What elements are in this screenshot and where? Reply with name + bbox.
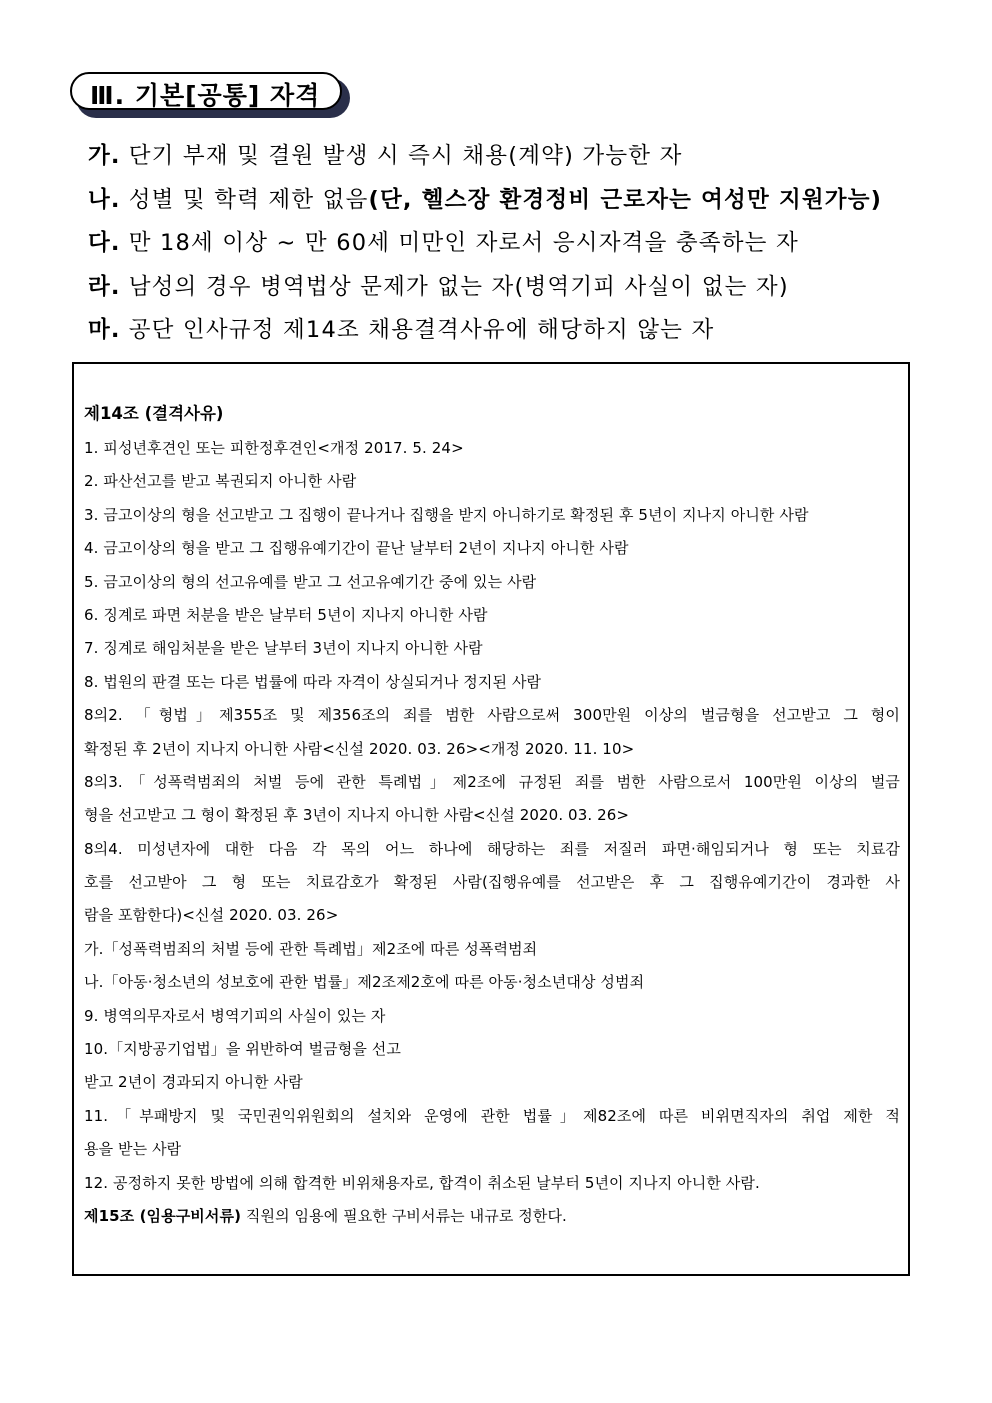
criteria-item bbox=[88, 138, 948, 182]
regulation-line: 람을 포함한다)<신설 2020. 03. 26> bbox=[84, 906, 339, 925]
criteria-item bbox=[88, 312, 948, 356]
regulation-footer bbox=[84, 1200, 900, 1233]
criteria-item bbox=[88, 225, 948, 269]
regulation-line: 12. 공정하지 못한 방법에 의해 합격한 비위채용자로, 합격이 취소된 날부터 5년이 지나지 아니한 사람. bbox=[84, 1173, 760, 1192]
regulation-line: 나.「아동·청소년의 성보호에 관한 법률」제2조제2호에 따른 아동·청소년대상 성범죄 bbox=[84, 973, 645, 992]
criteria-text: 만 18세 이상 ~ 만 60세 미만인 자로서 응시자격을 충족하는 자 bbox=[128, 230, 799, 257]
regulation-line: 8의4. 미성년자에 대한 다음 각 목의 어느 하나에 해당하는 죄를 저질러 파면·해임되거나 형 또는 치료감 bbox=[84, 839, 900, 858]
criteria-list bbox=[88, 138, 948, 356]
regulation-line: 1. 피성년후견인 또는 피한정후견인<개정 2017. 5. 24> bbox=[84, 439, 464, 457]
regulation-line: 형을 선고받고 그 형이 확정된 후 3년이 지나지 아니한 사람<신설 2020. 03. 26> bbox=[84, 806, 630, 825]
regulation-line: 확정된 후 2년이 지나지 아니한 사람<신설 2020. 03. 26><개정 2020. 11. 10> bbox=[84, 739, 635, 758]
criteria-marker: 나. bbox=[88, 186, 121, 213]
section-header bbox=[70, 72, 352, 120]
regulation-line: 3. 금고이상의 형을 선고받고 그 집행이 끝나거나 집행을 받지 아니하기로 확정된 후 5년이 지나지 아니한 사람 bbox=[84, 505, 809, 524]
regulation-footer-text: 직원의 임용에 필요한 구비서류는 내규로 정한다. bbox=[241, 1206, 567, 1225]
regulation-line: 8. 법원의 판결 또는 다른 법률에 따라 자격이 상실되거나 정지된 사람 bbox=[84, 672, 542, 691]
regulation-line: 받고 2년이 경과되지 아니한 사람 bbox=[84, 1073, 303, 1092]
criteria-text: 공단 인사규정 제14조 채용결격사유에 해당하지 않는 자 bbox=[128, 317, 715, 344]
criteria-marker: 라. bbox=[88, 273, 121, 300]
regulation-line: 11.「부패방지 및 국민권익위원회의 설치와 운영에 관한 법률」제82조에 따른 비위면직자의 취업 제한 적 bbox=[84, 1106, 900, 1125]
regulation-line: 5. 금고이상의 형의 선고유예를 받고 그 선고유예기간 중에 있는 사람 bbox=[84, 572, 537, 591]
regulation-line: 10.「지방공기업법」을 위반하여 벌금형을 선고 bbox=[84, 1040, 401, 1059]
criteria-marker: 가. bbox=[88, 143, 121, 169]
regulation-line: 호를 선고받아 그 형 또는 치료감호가 확정된 사람(집행유예를 선고받은 후 그 집행유예기간이 경과한 사 bbox=[84, 873, 900, 892]
criteria-bold-text: (단, 헬스장 환경정비 근로자는 여성만 지원가능) bbox=[368, 186, 883, 213]
regulation-line: 8의2. 「형법」제355조 및 제356조의 죄를 범한 사람으로써 300만원 이상의 벌금형을 선고받고 그 형이 bbox=[84, 706, 900, 725]
regulation-line: 용을 받는 사람 bbox=[84, 1140, 182, 1159]
regulation-line: 4. 금고이상의 형을 받고 그 집행유예기간이 끝난 날부터 2년이 지나지 아니한 사람 bbox=[84, 539, 629, 558]
regulation-content bbox=[84, 398, 900, 1233]
regulation-line: 2. 파산선고를 받고 복권되지 아니한 사람 bbox=[84, 472, 357, 491]
criteria-text: 남성의 경우 병역법상 문제가 없는 자(병역기피 사실이 없는 자) bbox=[128, 273, 789, 300]
criteria-marker: 마. bbox=[88, 317, 121, 344]
criteria-text: 성별 및 학력 제한 없음 bbox=[128, 186, 369, 213]
criteria-marker: 다. bbox=[88, 230, 121, 257]
regulation-heading: 제14조 (결격사유) bbox=[84, 404, 224, 423]
regulation-box bbox=[72, 362, 910, 1276]
regulation-line: 8의3.「성폭력범죄의 처벌 등에 관한 특례법」제2조에 규정된 죄를 범한 사람으로서 100만원 이상의 벌금 bbox=[84, 772, 900, 791]
regulation-line: 9. 병역의무자로서 병역기피의 사실이 있는 자 bbox=[84, 1006, 386, 1025]
regulation-line: 7. 징계로 해임처분을 받은 날부터 3년이 지나지 아니한 사람 bbox=[84, 639, 483, 658]
regulation-line: 가.「성폭력범죄의 처벌 등에 관한 특례법」제2조에 따른 성폭력범죄 bbox=[84, 939, 538, 958]
regulation-footer-heading: 제15조 (임용구비서류) bbox=[84, 1206, 242, 1225]
criteria-item bbox=[88, 182, 948, 226]
section-title: Ⅲ. 기본[공통] 자격 bbox=[90, 81, 321, 110]
criteria-text: 단기 부재 및 결원 발생 시 즉시 채용(계약) 가능한 자 bbox=[128, 143, 683, 169]
regulation-line: 6. 징계로 파면 처분을 받은 날부터 5년이 지나지 아니한 사람 bbox=[84, 605, 488, 624]
criteria-item bbox=[88, 269, 948, 313]
